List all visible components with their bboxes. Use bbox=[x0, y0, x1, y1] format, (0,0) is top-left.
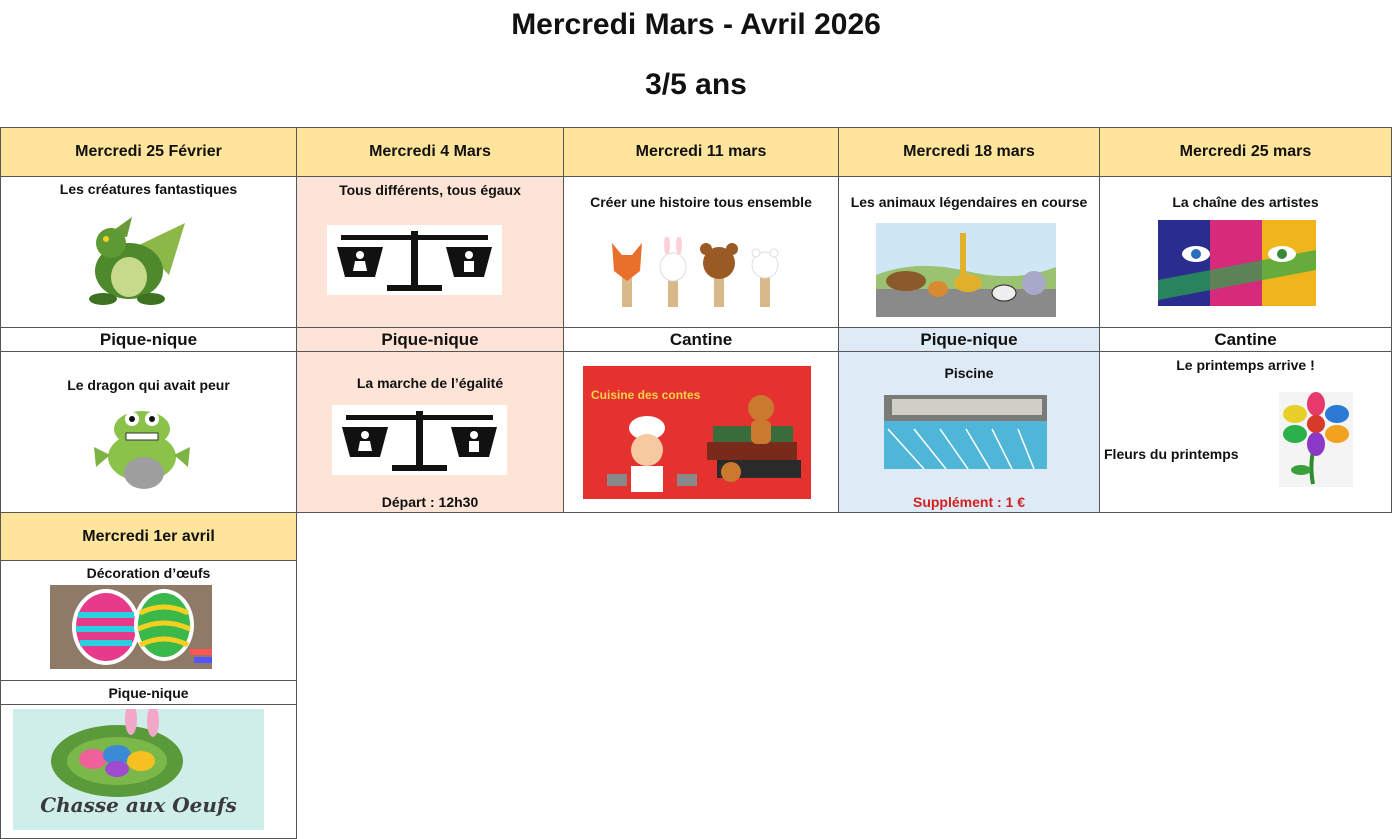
morning-cell-3 bbox=[563, 176, 839, 328]
flower-drawing-icon bbox=[1279, 392, 1353, 487]
afternoon-cell-5 bbox=[1099, 351, 1392, 513]
supplement-note: Supplément : 1 € bbox=[912, 494, 1026, 510]
afternoon-cell-6 bbox=[0, 704, 297, 839]
day-header-5: Mercredi 25 mars bbox=[1099, 127, 1392, 177]
activity-title: Piscine bbox=[944, 365, 994, 381]
morning-cell-1 bbox=[0, 176, 297, 328]
easter-nest-icon bbox=[13, 709, 264, 830]
image-caption: Cuisine des contes bbox=[591, 388, 701, 402]
day-header-2: Mercredi 4 Mars bbox=[296, 127, 564, 177]
activity-title: Les animaux légendaires en course bbox=[850, 194, 1088, 210]
activity-title: Décoration d’œufs bbox=[86, 565, 211, 581]
morning-cell-4 bbox=[838, 176, 1100, 328]
activity-title: La marche de l’égalité bbox=[356, 375, 504, 391]
racing-animals-icon bbox=[876, 223, 1056, 317]
morning-cell-6 bbox=[0, 560, 297, 681]
swimming-pool-icon bbox=[884, 395, 1047, 469]
activity-title: Le dragon qui avait peur bbox=[67, 377, 230, 393]
activity-title: Créer une histoire tous ensemble bbox=[590, 194, 812, 210]
morning-cell-5 bbox=[1099, 176, 1392, 328]
meal-cell-2: Pique-nique bbox=[296, 327, 564, 352]
activity-title: Les créatures fantastiques bbox=[59, 181, 238, 197]
dragon-icon bbox=[77, 215, 187, 307]
scales-icon bbox=[332, 405, 507, 475]
image-caption: Chasse aux Oeufs bbox=[40, 793, 237, 817]
afternoon-cell-1 bbox=[0, 351, 297, 513]
meal-cell-1: Pique-nique bbox=[0, 327, 297, 352]
meal-cell-3: Cantine bbox=[563, 327, 839, 352]
activity-title: Le printemps arrive ! bbox=[1176, 357, 1315, 373]
meal-cell-4: Pique-nique bbox=[838, 327, 1100, 352]
painted-face-icon bbox=[1158, 220, 1316, 306]
activity-title: La chaîne des artistes bbox=[1172, 194, 1319, 210]
morning-cell-2 bbox=[296, 176, 564, 328]
day-header-1: Mercredi 25 Février bbox=[0, 127, 297, 177]
meal-cell-5: Cantine bbox=[1099, 327, 1392, 352]
afternoon-cell-2 bbox=[296, 351, 564, 513]
activity-title: Tous différents, tous égaux bbox=[339, 182, 521, 198]
afternoon-cell-3 bbox=[563, 351, 839, 513]
painted-eggs-icon bbox=[50, 585, 212, 669]
meal-cell-6: Pique-nique bbox=[0, 680, 297, 705]
departure-note: Départ : 12h30 bbox=[381, 494, 479, 510]
day-header-6: Mercredi 1er avril bbox=[0, 512, 297, 561]
day-header-4: Mercredi 18 mars bbox=[838, 127, 1100, 177]
activity-subtitle: Fleurs du printemps bbox=[1104, 446, 1239, 462]
scared-dragon-icon bbox=[88, 407, 196, 491]
day-header-3: Mercredi 11 mars bbox=[563, 127, 839, 177]
afternoon-cell-4 bbox=[838, 351, 1100, 513]
finger-puppets-icon bbox=[610, 237, 790, 309]
age-group-subtitle: 3/5 ans bbox=[645, 68, 747, 101]
cooking-chef-icon bbox=[583, 366, 811, 499]
scales-icon bbox=[327, 225, 502, 295]
page-title: Mercredi Mars - Avril 2026 bbox=[511, 8, 881, 41]
